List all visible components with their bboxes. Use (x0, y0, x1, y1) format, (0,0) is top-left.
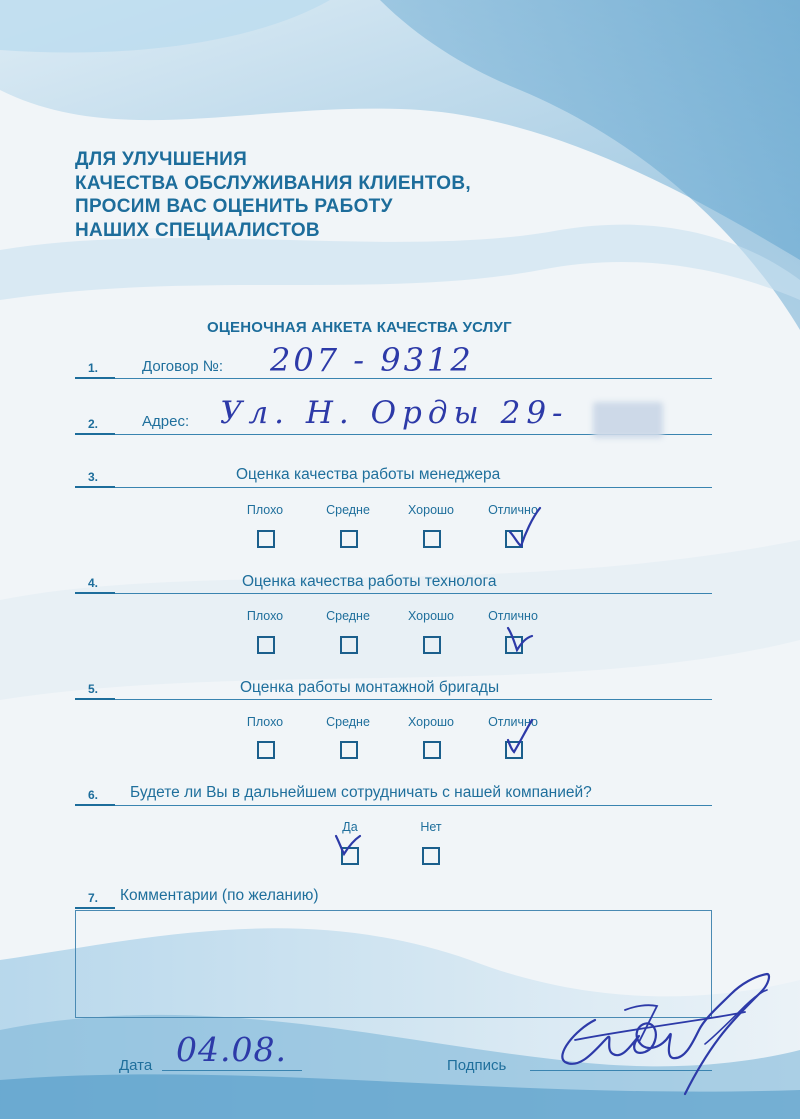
question-line (115, 699, 712, 700)
option-label: Да (342, 820, 358, 834)
checkmark-icon (500, 500, 550, 550)
question-title: Оценка качества работы менеджера (236, 466, 501, 483)
number-underline (75, 377, 115, 379)
number-underline (75, 592, 115, 594)
number-underline (75, 907, 115, 909)
option-label: Нет (420, 820, 442, 834)
option-label: Плохо (246, 609, 284, 623)
checkmark-icon (500, 710, 550, 760)
date-line (162, 1070, 302, 1071)
item-number: 2. (88, 417, 99, 431)
option-label: Хорошо (407, 503, 455, 517)
question-title: Комментарии (по желанию) (120, 887, 319, 904)
option-label: Средне (326, 503, 370, 517)
option-label: Хорошо (407, 609, 455, 623)
contract-number-field[interactable]: 207 - 9312 (270, 341, 474, 379)
checkbox-average[interactable] (340, 530, 358, 548)
item-number: 1. (88, 361, 99, 375)
item-number: 5. (88, 682, 99, 696)
item-number: 7. (88, 891, 99, 905)
checkbox-poor[interactable] (257, 636, 275, 654)
signature-label: Подпись (447, 1057, 507, 1074)
question-title: Оценка работы монтажной бригады (240, 679, 500, 696)
option-label: Хорошо (407, 715, 455, 729)
address-label: Адрес: (142, 413, 190, 430)
number-underline (75, 804, 115, 806)
question-line (115, 805, 712, 806)
item-number: 3. (88, 470, 99, 484)
option-label: Отлично (488, 609, 538, 623)
header-line: КАЧЕСТВА ОБСЛУЖИВАНИЯ КЛИЕНТОВ, (75, 172, 471, 194)
question-title: Оценка качества работы технолога (242, 573, 497, 590)
checkbox-good[interactable] (423, 636, 441, 654)
option-label: Плохо (246, 715, 284, 729)
question-line (115, 593, 712, 594)
checkbox-poor[interactable] (257, 741, 275, 759)
header-text (75, 148, 471, 242)
checkmark-icon (500, 612, 550, 662)
checkbox-average[interactable] (340, 741, 358, 759)
question-line (115, 487, 712, 488)
checkmark-icon (330, 818, 375, 868)
option-label: Отлично (488, 503, 538, 517)
number-underline (75, 486, 115, 488)
number-underline (75, 433, 115, 435)
date-field[interactable]: 04.08. (176, 1030, 287, 1069)
option-label: Отлично (488, 715, 538, 729)
checkbox-average[interactable] (340, 636, 358, 654)
header-line: НАШИХ СПЕЦИАЛИСТОВ (75, 219, 320, 241)
form-title: ОЦЕНОЧНАЯ АНКЕТА КАЧЕСТВА УСЛУГ (207, 319, 512, 336)
checkbox-no[interactable] (422, 847, 440, 865)
option-label: Средне (326, 715, 370, 729)
contract-label: Договор №: (142, 358, 224, 375)
option-label: Плохо (246, 503, 284, 517)
header-line: ДЛЯ УЛУЧШЕНИЯ (75, 149, 248, 170)
question-title: Будете ли Вы в дальнейшем сотрудничать с нашей компанией? (130, 784, 592, 801)
number-underline (75, 698, 115, 700)
checkbox-poor[interactable] (257, 530, 275, 548)
item-number: 6. (88, 788, 99, 802)
date-label: Дата (119, 1057, 153, 1074)
option-label: Средне (326, 609, 370, 623)
header-line: ПРОСИМ ВАС ОЦЕНИТЬ РАБОТУ (75, 196, 393, 217)
checkbox-good[interactable] (423, 530, 441, 548)
checkbox-good[interactable] (423, 741, 441, 759)
redacted-apartment-number (593, 402, 663, 438)
address-field[interactable]: Ул. Н. Орды 29- (220, 395, 569, 431)
signature-drawing[interactable] (535, 970, 780, 1100)
item-number: 4. (88, 576, 99, 590)
